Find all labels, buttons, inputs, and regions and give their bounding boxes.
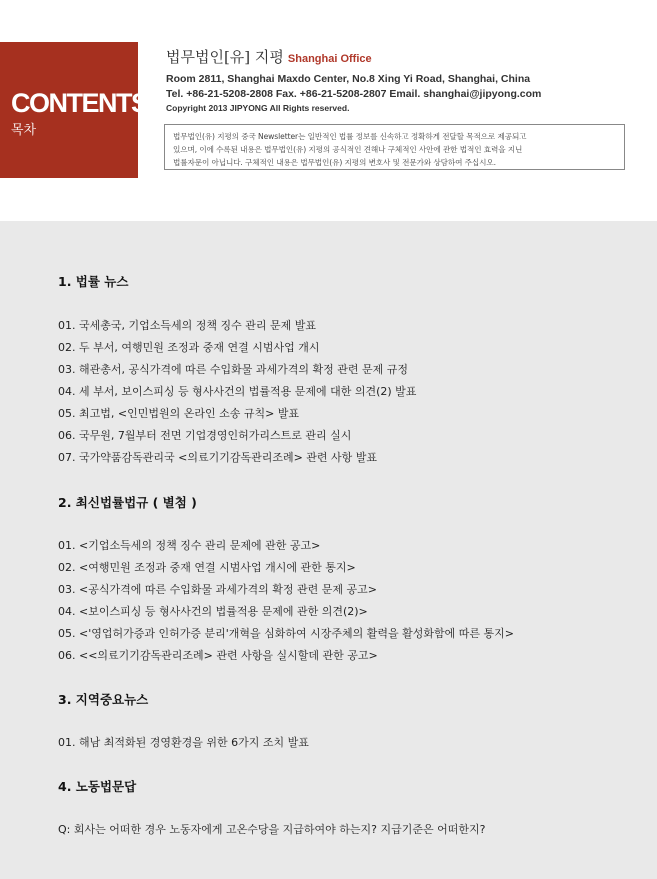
section-title-regional-news: 3. 지역중요뉴스 [58,692,149,707]
disclaimer-box [164,124,625,170]
contents-subtitle: 목차 [11,123,37,138]
list-item: 03. <공식가격에 따른 수입화물 과세가격의 확정 관련 문제 공고> [58,583,377,596]
list-item: 02. 두 부서, 여행민원 조정과 중재 연결 시범사업 개시 [58,341,320,354]
list-item: 05. 최고법, <인민법원의 온라인 소송 규칙> 발표 [58,407,300,420]
section-title-new-regulations: 2. 최신법률법규 ( 별첨 ) [58,495,197,510]
list-item: 06. <<의료기기감독관리조례> 관련 사항을 실시할데 관한 공고> [58,649,378,662]
disclaimer-line: 법무법인(유) 지평의 중국 Newsletter는 일반적인 법률 정보를 신속하고 정확하게 전달할 목적으로 제공되고 [173,132,527,141]
firm-name-text: 법무법인[유] 지평 [166,48,284,66]
list-item: 05. <'영업허가증과 인허가증 분리'개혁을 심화하여 시장주체의 활력을 활성화함에 따른 통지> [58,627,514,640]
contents-box [0,42,148,178]
list-item: 03. 해관총서, 공식가격에 따른 수입화물 과세가격의 확정 관련 문제 규정 [58,363,408,376]
office-label: Shanghai Office [287,53,372,65]
disclaimer-line: 있으며, 이에 수록된 내용은 법무법인(유) 지평의 공식적인 견해나 구체적인 사안에 관한 법적인 효력을 지닌 [173,145,523,154]
copyright-line: Copyright 2013 JIPYONG All Rights reserved. [166,103,350,113]
disclaimer-line: 법률자문이 아닙니다. 구체적인 내용은 법무법인(유) 지평의 변호사 및 전문가와 상담하여 주십시오. [173,158,496,167]
list-item: Q: 회사는 어떠한 경우 노동자에게 고온수당을 지급하여야 하는지? 지급기준은 어떠한지? [58,823,486,836]
list-item: 04. 세 부서, 보이스피싱 등 형사사건의 법률적용 문제에 대한 의견(2) 발표 [58,385,417,398]
list-item: 06. 국무원, 7월부터 전면 기업경영인허가리스트로 관리 실시 [58,429,352,442]
contents-title: CONTENTS [11,88,148,118]
contact-line: Tel. +86-21-5208-2808 Fax. +86-21-5208-2807 Email. shanghai@jipyong.com [166,88,542,100]
list-item: 01. 해남 최적화된 경영환경을 위한 6가지 조치 발표 [58,736,309,749]
list-item: 07. 국가약품감독관리국 <의료기기감독관리조례> 관련 사항 발표 [58,451,378,464]
list-item: 02. <여행민원 조정과 중재 연결 시범사업 개시에 관한 통지> [58,561,356,574]
firm-name [166,46,372,67]
section-title-labor-qa: 4. 노동법문답 [58,779,137,794]
list-item: 01. <기업소득세의 정책 징수 관리 문제에 관한 공고> [58,539,321,552]
section-title-legal-news: 1. 법률 뉴스 [58,274,129,289]
list-item: 01. 국세총국, 기업소득세의 정책 징수 관리 문제 발표 [58,319,316,332]
list-item: 04. <보이스피싱 등 형사사건의 법률적용 문제에 관한 의견(2)> [58,605,368,618]
address-line: Room 2811, Shanghai Maxdo Center, No.8 Xing Yi Road, Shanghai, China [166,73,531,85]
